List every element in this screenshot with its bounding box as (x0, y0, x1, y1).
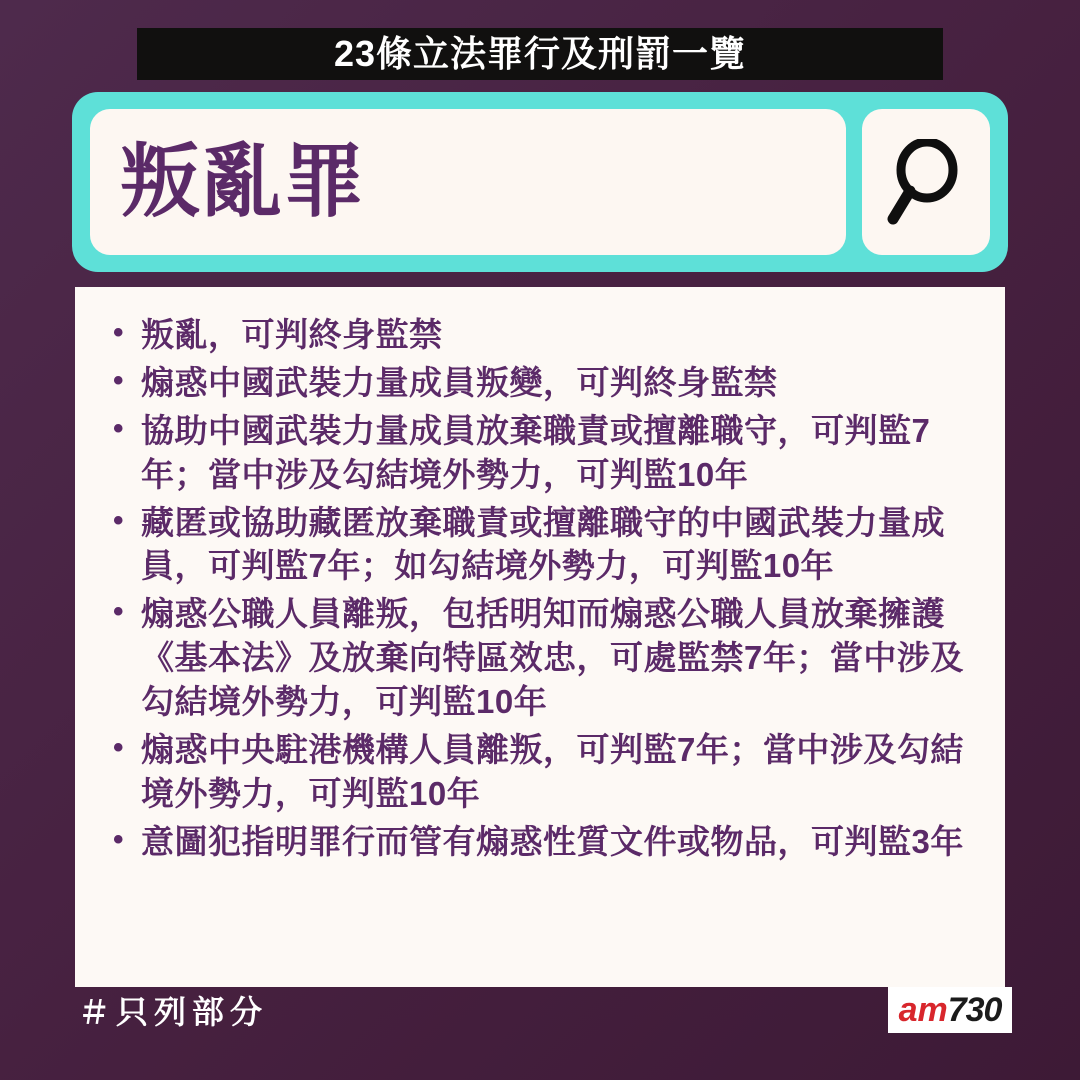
list-item: • 煽惑中國武裝力量成員叛變，可判終身監禁 (99, 361, 981, 405)
am730-logo (888, 987, 1012, 1033)
search-query-text: 叛亂罪 (120, 137, 366, 226)
list-item: • 意圖犯指明罪行而管有煽惑性質文件或物品，可判監3年 (99, 820, 981, 864)
list-item: • 藏匿或協助藏匿放棄職責或擅離職守的中國武裝力量成員，可判監7年；如勾結境外勢力，可判監10年 (99, 501, 981, 589)
search-bar (72, 92, 1008, 272)
logo-730-text: 730 (947, 991, 1002, 1029)
search-button[interactable] (862, 109, 990, 255)
offence-list-card (75, 287, 1005, 987)
offence-list (99, 313, 981, 864)
list-item: • 煽惑中央駐港機構人員離叛，可判監7年；當中涉及勾結境外勢力，可判監10年 (99, 728, 981, 816)
list-item: • 叛亂，可判終身監禁 (99, 313, 981, 357)
list-item: • 煽惑公職人員離叛，包括明知而煽惑公職人員放棄擁護《基本法》及放棄向特區效忠，可處監禁7年；當中涉及勾結境外勢力，可判監10年 (99, 592, 981, 724)
page-title: 23條立法罪行及刑罰一覽 (333, 33, 747, 74)
list-item: • 協助中國武裝力量成員放棄職責或擅離職守，可判監7年；當中涉及勾結境外勢力，可判監10年 (99, 409, 981, 497)
logo-am-text: am (898, 991, 948, 1029)
search-icon (887, 139, 965, 225)
search-input[interactable] (90, 109, 846, 255)
title-bar (137, 28, 943, 80)
footnote: ＃只列部分 (78, 994, 269, 1030)
